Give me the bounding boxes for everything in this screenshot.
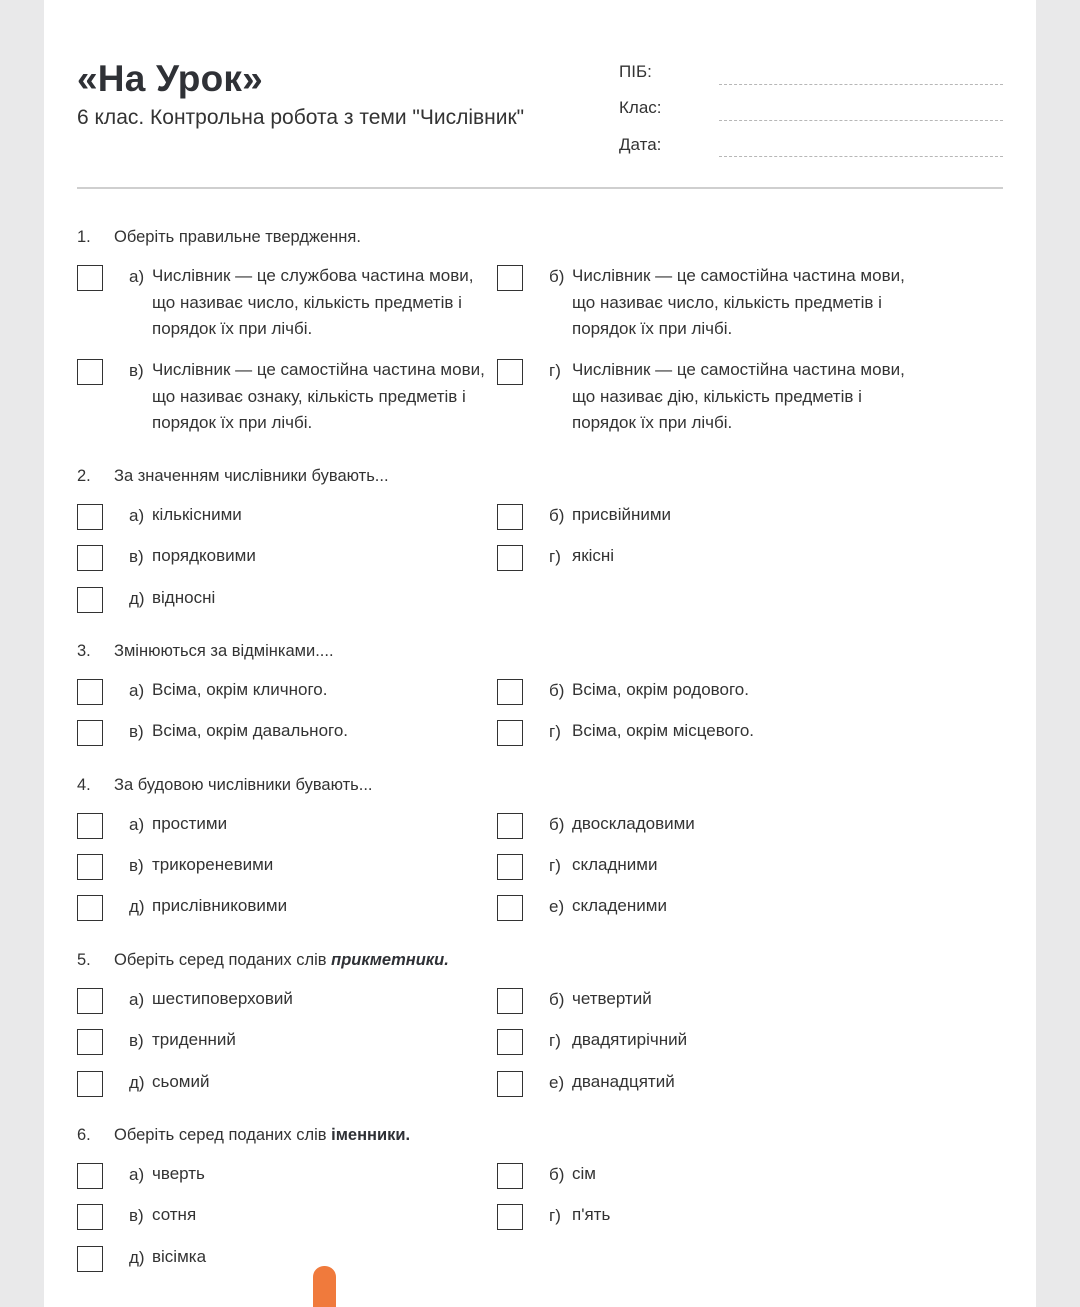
answer-checkbox[interactable] xyxy=(77,265,103,291)
option-text xyxy=(572,263,905,343)
option-text xyxy=(572,357,905,437)
option-letter: а) xyxy=(129,815,145,834)
question-5-number: 5. xyxy=(77,951,91,969)
answer-checkbox[interactable] xyxy=(77,679,103,705)
answer-checkbox[interactable] xyxy=(77,895,103,921)
worksheet-page xyxy=(44,0,1036,1307)
option-letter: а) xyxy=(129,990,145,1009)
option-text: триденний xyxy=(152,1030,236,1049)
answer-checkbox[interactable] xyxy=(77,1163,103,1189)
date-label: Дата: xyxy=(619,135,662,154)
answer-checkbox[interactable] xyxy=(77,359,103,385)
header-divider xyxy=(77,187,1003,189)
question-5-text xyxy=(114,951,449,970)
answer-checkbox[interactable] xyxy=(77,1204,103,1230)
option-text: Всіма, окрім давального. xyxy=(152,721,349,740)
brand-title: «На Урок» xyxy=(77,58,263,99)
answer-checkbox[interactable] xyxy=(497,1029,523,1055)
answer-checkbox[interactable] xyxy=(497,504,523,530)
option-text: трикореневими xyxy=(152,855,274,874)
answer-checkbox[interactable] xyxy=(77,504,103,530)
answer-checkbox[interactable] xyxy=(497,545,523,571)
option-letter: г) xyxy=(549,361,561,380)
question-6-text-plain: Оберіть серед поданих слів xyxy=(114,1126,332,1144)
option-text: Всіма, окрім місцевого. xyxy=(572,721,755,740)
answer-checkbox[interactable] xyxy=(77,854,103,880)
option-letter: в) xyxy=(129,1206,144,1225)
answer-checkbox[interactable] xyxy=(497,1163,523,1189)
option-letter: в) xyxy=(129,1031,144,1050)
answer-checkbox[interactable] xyxy=(497,895,523,921)
option-text: шестиповерховий xyxy=(152,989,293,1008)
option-text: четвертий xyxy=(572,989,652,1008)
option-text-line: порядок їх при лічбі. xyxy=(572,413,733,432)
option-text: порядковими xyxy=(152,546,256,565)
answer-checkbox[interactable] xyxy=(77,988,103,1014)
question-6-text xyxy=(114,1126,410,1145)
answer-checkbox[interactable] xyxy=(497,1204,523,1230)
option-letter: в) xyxy=(129,547,144,566)
option-letter: д) xyxy=(129,1073,145,1092)
answer-checkbox[interactable] xyxy=(497,813,523,839)
option-text: двоскладовими xyxy=(572,814,695,833)
option-text: сьомий xyxy=(152,1072,210,1091)
option-text: відносні xyxy=(152,588,216,607)
answer-checkbox[interactable] xyxy=(77,1071,103,1097)
answer-checkbox[interactable] xyxy=(77,813,103,839)
option-text: складними xyxy=(572,855,658,874)
option-letter: в) xyxy=(129,722,144,741)
answer-checkbox[interactable] xyxy=(77,587,103,613)
option-letter: д) xyxy=(129,897,145,916)
answer-checkbox[interactable] xyxy=(77,545,103,571)
option-text: сім xyxy=(572,1164,596,1183)
answer-checkbox[interactable] xyxy=(497,679,523,705)
question-3-text: Змінюються за відмінками.... xyxy=(114,642,334,660)
option-letter: г) xyxy=(549,722,561,741)
option-letter: д) xyxy=(129,589,145,608)
question-2-text: За значенням числівники бувають... xyxy=(114,467,389,485)
class-field-line[interactable] xyxy=(719,120,1003,121)
option-text: складеними xyxy=(572,896,667,915)
question-1-text: Оберіть правильне твердження. xyxy=(114,228,361,246)
question-4-text: За будовою числівники бувають... xyxy=(114,776,373,794)
option-letter: б) xyxy=(549,815,565,834)
option-letter: е) xyxy=(549,897,565,916)
answer-checkbox[interactable] xyxy=(77,720,103,746)
option-text-line: Числівник — це самостійна частина мови, xyxy=(152,360,485,379)
option-text: присвійними xyxy=(572,505,672,524)
scroll-marker xyxy=(313,1266,336,1307)
answer-checkbox[interactable] xyxy=(497,988,523,1014)
option-text: вісімка xyxy=(152,1247,207,1266)
answer-checkbox[interactable] xyxy=(497,265,523,291)
answer-checkbox[interactable] xyxy=(497,359,523,385)
question-2-number: 2. xyxy=(77,467,91,485)
date-field-line[interactable] xyxy=(719,156,1003,157)
answer-checkbox[interactable] xyxy=(77,1246,103,1272)
option-text: дванадцятий xyxy=(572,1072,675,1091)
option-text: простими xyxy=(152,814,228,833)
option-text: якісні xyxy=(572,546,615,565)
question-6-text-emphasis: іменники. xyxy=(331,1126,411,1144)
option-text xyxy=(152,263,473,343)
question-5-text-plain: Оберіть серед поданих слів xyxy=(114,951,332,969)
name-label: ПІБ: xyxy=(619,62,652,81)
answer-checkbox[interactable] xyxy=(497,854,523,880)
option-text-line: Числівник — це службова частина мови, xyxy=(152,266,474,285)
option-letter: б) xyxy=(549,1165,565,1184)
option-text-line: Числівник — це самостійна частина мови, xyxy=(572,266,905,285)
worksheet-subtitle: 6 клас. Контрольна робота з теми "Числівник" xyxy=(77,106,525,129)
option-text: двадятирічний xyxy=(572,1030,688,1049)
option-text: Всіма, окрім кличного. xyxy=(152,680,328,699)
option-text: прислівниковими xyxy=(152,896,288,915)
option-letter: б) xyxy=(549,990,565,1009)
option-letter: а) xyxy=(129,267,145,286)
option-letter: а) xyxy=(129,681,145,700)
option-letter: б) xyxy=(549,267,565,286)
option-text: п'ять xyxy=(572,1205,611,1224)
answer-checkbox[interactable] xyxy=(77,1029,103,1055)
answer-checkbox[interactable] xyxy=(497,720,523,746)
option-text-line: порядок їх при лічбі. xyxy=(152,413,313,432)
option-letter: е) xyxy=(549,1073,565,1092)
option-text: Всіма, окрім родового. xyxy=(572,680,749,699)
option-letter: г) xyxy=(549,856,561,875)
option-text-line: що називає дію, кількість предметів і xyxy=(572,386,862,406)
option-letter: в) xyxy=(129,361,144,380)
option-letter: а) xyxy=(129,1165,145,1184)
question-1-number: 1. xyxy=(77,228,91,246)
answer-checkbox[interactable] xyxy=(497,1071,523,1097)
question-3-number: 3. xyxy=(77,642,91,660)
question-6-number: 6. xyxy=(77,1126,91,1144)
option-letter: б) xyxy=(549,681,565,700)
question-4-number: 4. xyxy=(77,776,91,794)
option-text-line: порядок їх при лічбі. xyxy=(152,319,313,338)
option-text: чверть xyxy=(152,1164,205,1183)
option-letter: в) xyxy=(129,856,144,875)
question-5-text-emphasis: прикметники. xyxy=(331,951,449,969)
option-text: кількісними xyxy=(152,505,242,524)
name-field-line[interactable] xyxy=(719,84,1003,85)
option-letter: г) xyxy=(549,1031,561,1050)
option-text: сотня xyxy=(152,1205,197,1224)
option-text-line: порядок їх при лічбі. xyxy=(572,319,733,338)
option-text xyxy=(152,357,485,437)
option-letter: д) xyxy=(129,1248,145,1267)
option-text-line: що називає ознаку, кількість предметів і xyxy=(152,386,466,406)
option-letter: г) xyxy=(549,1206,561,1225)
option-letter: г) xyxy=(549,547,561,566)
option-text-line: що називає число, кількість предметів і xyxy=(572,292,882,312)
option-letter: а) xyxy=(129,506,145,525)
class-label: Клас: xyxy=(619,98,662,117)
option-letter: б) xyxy=(549,506,565,525)
option-text-line: що називає число, кількість предметів і xyxy=(152,292,462,312)
option-text-line: Числівник — це самостійна частина мови, xyxy=(572,360,905,379)
